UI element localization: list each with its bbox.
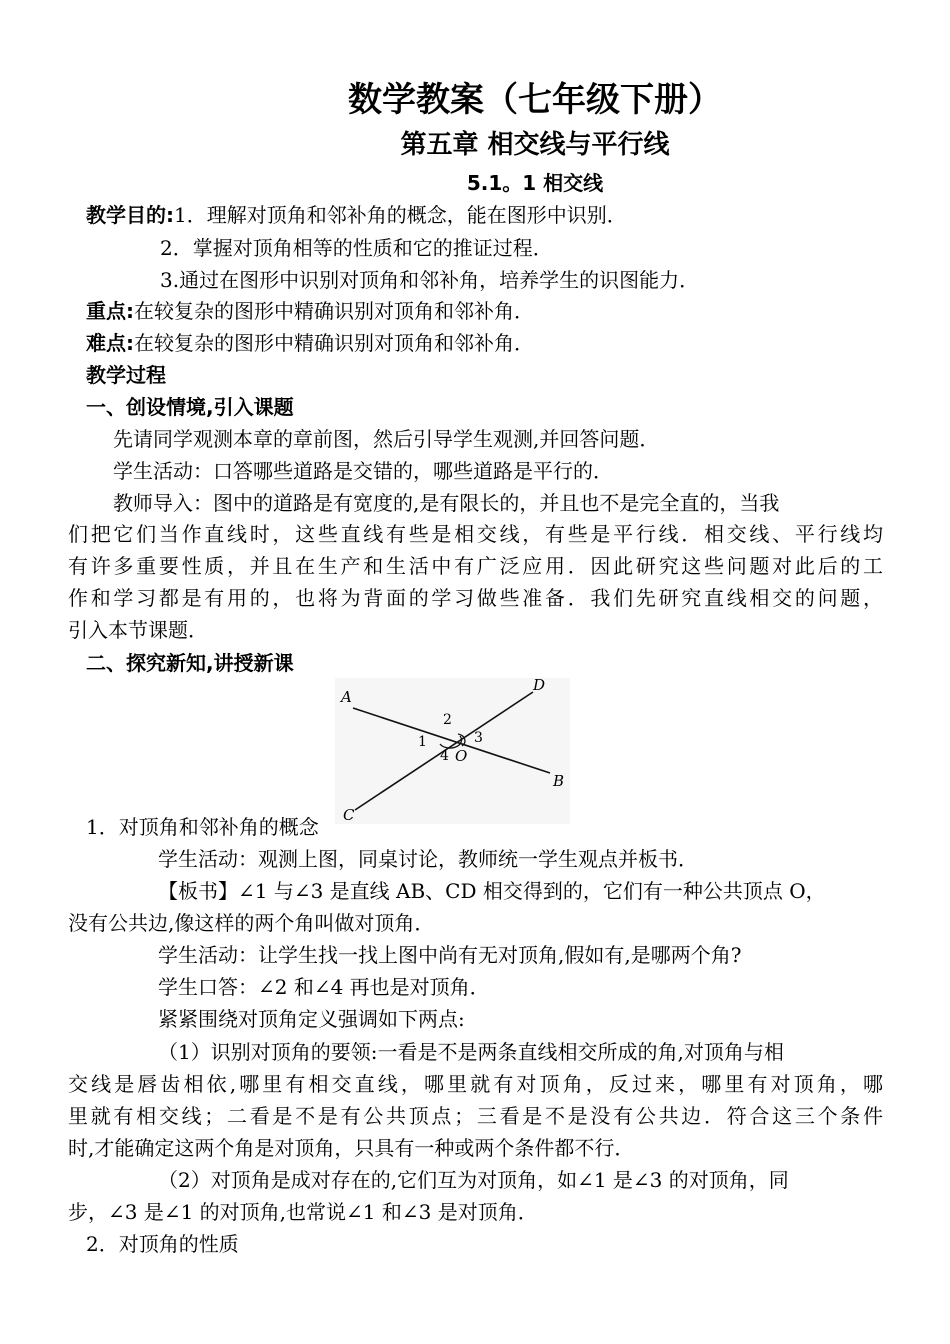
part1-paragraph-3-line-4: 作和学习都是有用的，也将为背面的学习做些准备．我们先研究直线相交的问题， — [68, 586, 883, 610]
emphasis-intro: 紧紧围绕对顶角定义强调如下两点: — [158, 1007, 465, 1031]
key-point-text: 在较复杂的图形中精确识别对顶角和邻补角． — [134, 299, 534, 323]
process-heading: 教学过程 — [86, 363, 166, 387]
item1-heading: 1．对顶角和邻补角的概念 — [86, 815, 319, 839]
part1-paragraph-3-line-5: 引入本节课题． — [68, 618, 208, 642]
part1-paragraph-2: 学生活动：口答哪些道路是交错的，哪些道路是平行的． — [113, 459, 613, 483]
point1-line-1: （1）识别对顶角的要领:一看是不是两条直线相交所成的角,对顶角与相 — [158, 1040, 784, 1064]
objective-2: 2．掌握对顶角相等的性质和它的推证过程． — [160, 236, 553, 260]
label-c: C — [343, 806, 355, 824]
point2-line-1: （2）对顶角是成对存在的,它们互为对顶角，如∠1 是∠3 的对顶角，同 — [158, 1168, 789, 1192]
student-activity-2: 学生活动：让学生找一找上图中尚有无对顶角,假如有,是哪两个角? — [158, 943, 742, 967]
item2-heading: 2．对顶角的性质 — [86, 1232, 239, 1256]
point1-line-2: 交线是唇齿相依,哪里有相交直线，哪里就有对顶角，反过来，哪里有对顶角，哪 — [68, 1072, 883, 1096]
objectives — [86, 200, 627, 230]
difficulty — [86, 328, 534, 358]
student-answer: 学生口答：∠2 和∠4 再也是对顶角． — [158, 975, 490, 999]
intersecting-lines-figure — [335, 678, 570, 824]
part1-paragraph-3-line-3: 有许多重要性质，并且在生产和生活中有广泛应用．因此研究这些问题对此后的工 — [68, 554, 883, 578]
label-b: B — [553, 772, 565, 790]
key-point — [86, 296, 534, 326]
objective-3: 3.通过在图形中识别对顶角和邻补角，培养学生的识图能力． — [160, 268, 700, 292]
label-angle-1: 1 — [418, 734, 427, 750]
section-title: 5.1。1 相交线 — [466, 171, 604, 195]
label-angle-3: 3 — [474, 730, 483, 746]
board-line-2: 没有公共边,像这样的两个角叫做对顶角． — [68, 911, 435, 935]
point1-line-3: 里就有相交线；二看是不是有公共顶点；三看是不是没有公共边．符合这三个条件 — [68, 1104, 883, 1128]
label-angle-4: 4 — [440, 748, 449, 764]
label-a: A — [341, 688, 352, 706]
part1-paragraph-1: 先请同学观测本章的章前图，然后引导学生观测,并回答问题． — [113, 427, 660, 451]
point1-line-4: 时,才能确定这两个角是对顶角，只具有一种或两个条件都不行． — [68, 1136, 635, 1160]
part2-heading: 二、探究新知,讲授新课 — [86, 651, 294, 675]
board-line-1: 【板书】∠1 与∠3 是直线 AB、CD 相交得到的，它们有一种公共顶点 O， — [158, 879, 826, 903]
label-d: D — [533, 678, 546, 694]
student-activity-1: 学生活动：观测上图，同桌讨论，教师统一学生观点并板书． — [158, 847, 698, 871]
label-angle-2: 2 — [443, 712, 452, 728]
chapter-title: 第五章 相交线与平行线 — [400, 130, 670, 160]
objective-1: 1．理解对顶角和邻补角的概念，能在图形中识别． — [174, 203, 627, 227]
label-o: O — [455, 747, 468, 765]
difficulty-label: 难点: — [86, 331, 134, 355]
part1-heading: 一、创设情境,引入课题 — [86, 395, 294, 419]
objectives-label: 教学目的: — [86, 203, 174, 227]
page-title: 数学教案（七年级下册） — [348, 80, 722, 120]
difficulty-text: 在较复杂的图形中精确识别对顶角和邻补角． — [134, 331, 534, 355]
point2-line-2: 步，∠3 是∠1 的对顶角,也常说∠1 和∠3 是对顶角． — [68, 1200, 538, 1224]
part1-paragraph-3-line-1: 教师导入：图中的道路是有宽度的,是有限长的，并且也不是完全直的，当我 — [113, 491, 780, 515]
part1-paragraph-3-line-2: 们把它们当作直线时，这些直线有些是相交线，有些是平行线．相交线、平行线均 — [68, 522, 883, 546]
key-point-label: 重点: — [86, 299, 134, 323]
